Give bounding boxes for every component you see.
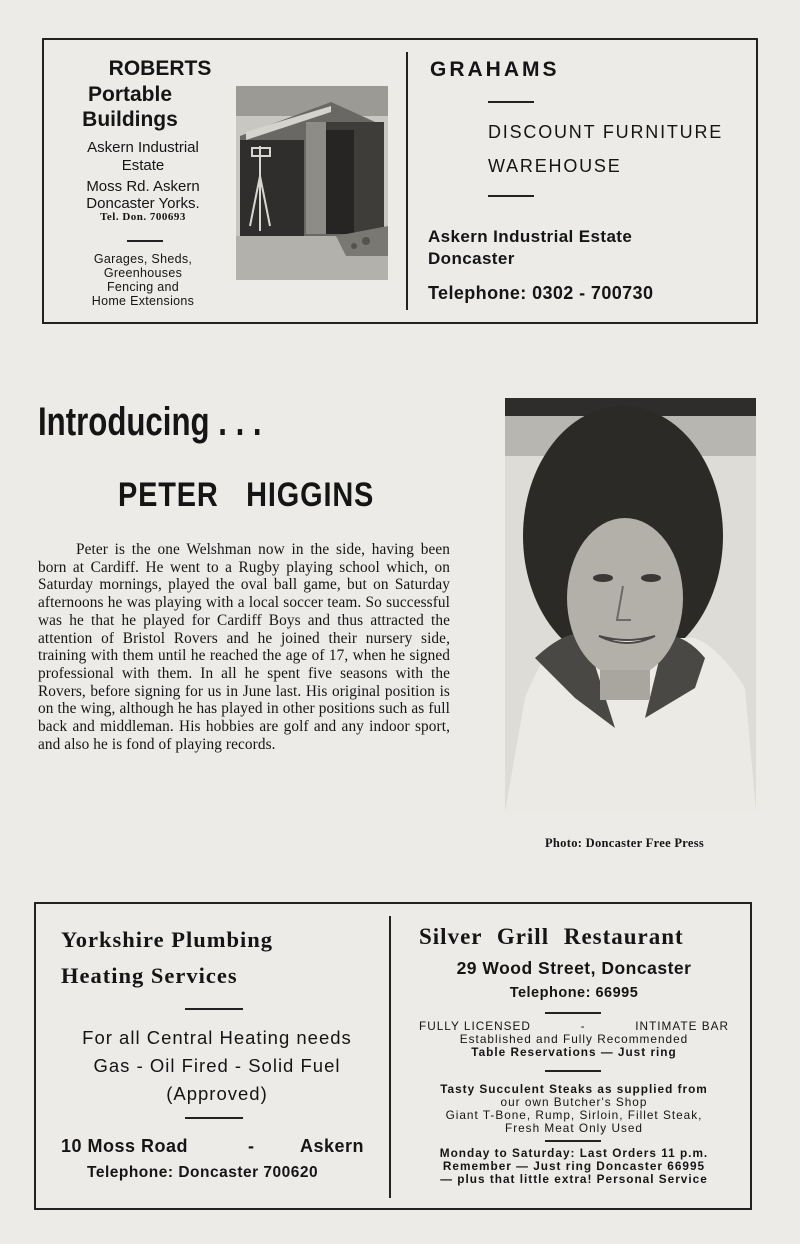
roberts-address-3: Moss Rd. Askern — [86, 178, 200, 195]
grahams-line-2: WAREHOUSE — [488, 156, 622, 176]
silver-grill-remember: Remember — Just ring Doncaster 66995 — [442, 1159, 706, 1173]
yorkshire-rule-bottom — [185, 1117, 243, 1119]
yorkshire-title-2: Heating Services — [61, 963, 238, 988]
roberts-telephone: Tel. Don. 700693 — [100, 211, 186, 223]
silver-grill-reservations: Table Reservations — Just ring — [471, 1045, 677, 1059]
silver-grill-dash: - — [580, 1019, 586, 1033]
grahams-rule-top — [488, 101, 534, 103]
roberts-buildings: Buildings — [82, 108, 178, 131]
silver-grill-bar: INTIMATE BAR — [635, 1019, 729, 1033]
roberts-services — [58, 252, 228, 308]
silver-grill-licensed: FULLY LICENSED — [419, 1019, 531, 1033]
yorkshire-rule-top — [185, 1008, 243, 1010]
photo-credit: Photo: Doncaster Free Press — [545, 836, 705, 850]
roberts-service-line: Home Extensions — [91, 294, 195, 308]
silver-grill-steaks-4: Fresh Meat Only Used — [504, 1121, 643, 1135]
shed-illustration — [236, 86, 388, 280]
portrait-illustration — [505, 398, 756, 812]
article-body: Peter is the one Welshman now in the side, having been born at Cardiff. He went to a Rugby playing school which, on Saturday mornings, played the oval ball game, but on Saturday afternoons he was playing with a local soccer team. So successful was he that he played for Cardiff Boys and thus attracted the attention of Bristol Rovers and he joined their nursery side, training with them until he reached the age of 17, when he signed professional with them. In all he spent five seasons with the Rovers, before signing for us in June last. His original position is on the wing, although he has played in other positions such as full back and middleman. His hobbies are golf and any indoor sport, and also he is fond of playing records. — [38, 541, 450, 753]
roberts-address-2: Estate — [121, 157, 165, 174]
bottom-advert-divider — [389, 916, 391, 1198]
yorkshire-telephone: Telephone: Doncaster 700620 — [87, 1164, 319, 1181]
yorkshire-text-2: Gas - Oil Fired - Solid Fuel — [93, 1055, 341, 1076]
yorkshire-title-1: Yorkshire Plumbing — [61, 927, 273, 952]
silver-grill-street: 29 Wood Street, Doncaster — [456, 958, 692, 978]
roberts-service-line: Fencing and — [106, 280, 180, 294]
silver-grill-rule-2 — [545, 1070, 601, 1072]
article-kicker: Introducing . . . — [38, 400, 262, 444]
silver-grill-service: — plus that little extra! Personal Service — [440, 1172, 708, 1186]
roberts-service-line: Greenhouses — [103, 266, 183, 280]
grahams-telephone: Telephone: 0302 - 700730 — [428, 283, 654, 303]
silver-grill-steaks-3: Giant T-Bone, Rump, Sirloin, Fillet Steak, — [445, 1108, 703, 1122]
yorkshire-address-sep: - — [248, 1136, 255, 1156]
grahams-address-2: Doncaster — [428, 249, 515, 268]
roberts-portable: Portable — [87, 83, 173, 106]
grahams-line-1: DISCOUNT FURNITURE — [488, 122, 724, 142]
grahams-address-1: Askern Industrial Estate — [428, 227, 633, 246]
silver-grill-title: Silver Grill Restaurant — [419, 924, 684, 949]
roberts-rule — [127, 240, 163, 242]
grahams-rule-bottom — [488, 195, 534, 197]
yorkshire-address-town: Askern — [300, 1136, 365, 1156]
silver-grill-steaks-2: our own Butcher's Shop — [500, 1095, 648, 1109]
roberts-address-1: Askern Industrial — [87, 139, 199, 156]
peter-higgins-photo — [505, 398, 756, 812]
yorkshire-address-street: 10 Moss Road — [61, 1136, 189, 1156]
shed-photo — [236, 86, 388, 280]
silver-grill-hours: Monday to Saturday: Last Orders 11 p.m. — [439, 1146, 709, 1160]
silver-grill-rule-3 — [545, 1140, 601, 1142]
roberts-name: ROBERTS — [108, 57, 212, 80]
article-headline: PETER HIGGINS — [118, 476, 375, 514]
roberts-service-line: Garages, Sheds, — [93, 252, 193, 266]
roberts-address-4: Doncaster Yorks. — [86, 195, 200, 212]
grahams-name: GRAHAMS — [430, 58, 560, 81]
silver-grill-steaks-1: Tasty Succulent Steaks as supplied from — [440, 1082, 708, 1096]
yorkshire-text-3: (Approved) — [166, 1083, 268, 1104]
silver-grill-telephone: Telephone: 66995 — [509, 985, 639, 1001]
top-advert-divider — [406, 52, 408, 310]
silver-grill-rule-1 — [545, 1012, 601, 1014]
yorkshire-text-1: For all Central Heating needs — [82, 1027, 352, 1048]
silver-grill-established: Established and Fully Recommended — [459, 1032, 689, 1046]
